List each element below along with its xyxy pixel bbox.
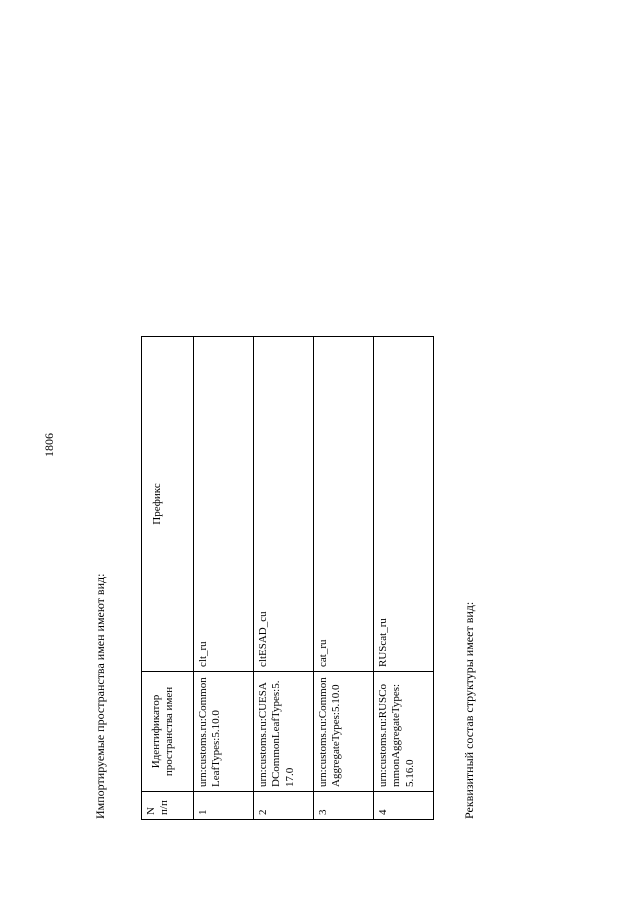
row-prefix: cltESAD_cu: [254, 337, 314, 672]
row-prefix: cat_ru: [314, 337, 374, 672]
outro-paragraph: Реквизитный состав структуры имеет вид:: [462, 601, 476, 819]
table-header-row: [142, 337, 194, 820]
row-prefix: clt_ru: [194, 337, 254, 672]
row-namespace: urn:customs.ru:CUESADCommonLeafTypes:5.17.0: [254, 672, 314, 792]
row-number: 1: [194, 792, 254, 820]
row-number: 4: [374, 792, 434, 820]
intro-paragraph: Импортируемые пространства имен имеют вид:: [93, 573, 107, 819]
table-row: [374, 337, 434, 820]
header-prefix: Префикс: [142, 337, 194, 672]
row-namespace: urn:customs.ru:RUSCommonAggregateTypes:5.16.0: [374, 672, 434, 792]
namespaces-table: [141, 336, 434, 820]
row-namespace: urn:customs.ru:CommonLeafTypes:5.10.0: [194, 672, 254, 792]
header-namespace-id: Идентификатор пространства имен: [142, 672, 194, 792]
table-row: [194, 337, 254, 820]
row-number: 3: [314, 792, 374, 820]
row-namespace: urn:customs.ru:CommonAggregateTypes:5.10.0: [314, 672, 374, 792]
table-row: [254, 337, 314, 820]
row-number: 2: [254, 792, 314, 820]
page-number: 1806: [42, 433, 56, 457]
header-number: N п/п: [142, 792, 194, 820]
table-row: [314, 337, 374, 820]
row-prefix: RUScat_ru: [374, 337, 434, 672]
